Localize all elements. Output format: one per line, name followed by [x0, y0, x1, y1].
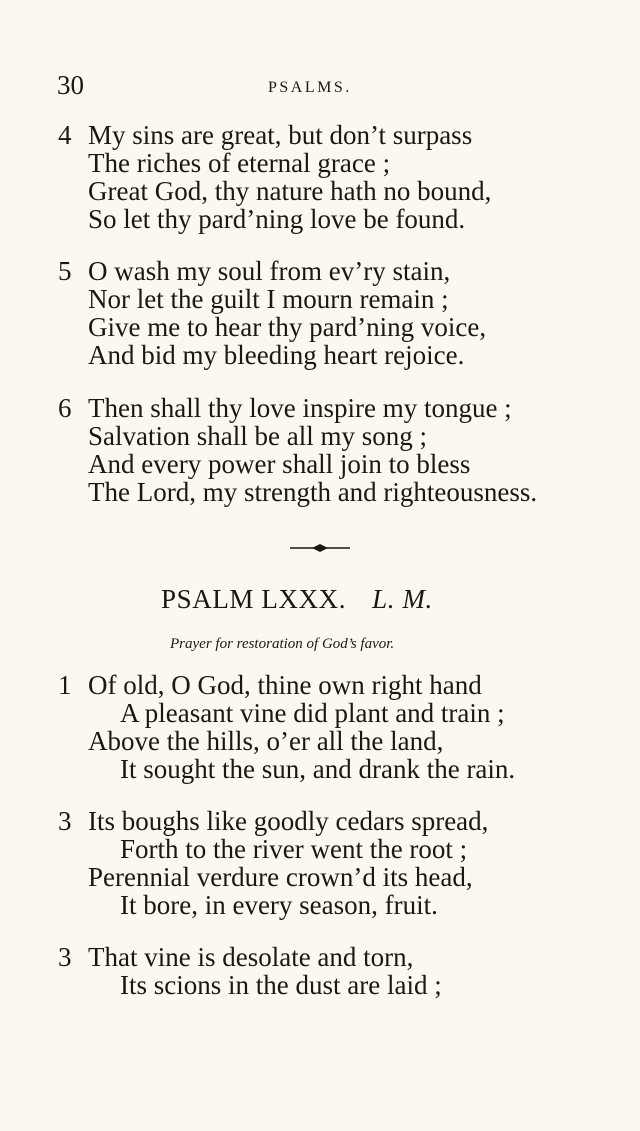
verse-line	[0, 835, 640, 863]
verse-text: Perennial verdure crown’d its head,	[88, 862, 473, 892]
verse-line	[0, 863, 640, 891]
psalm-title	[161, 582, 433, 616]
verse-text: Above the hills, o’er all the land,	[88, 726, 444, 756]
verse-text: Forth to the river went the root ;	[120, 834, 468, 864]
verse-line	[0, 671, 640, 699]
verse-line	[0, 205, 640, 233]
verse-line	[0, 450, 640, 478]
verse-line	[0, 699, 640, 727]
verse-line	[0, 285, 640, 313]
stanza-number: 3	[58, 942, 72, 972]
verse-line	[0, 755, 640, 783]
stanza	[0, 394, 640, 506]
verse-text: Give me to hear thy pard’ning voice,	[88, 312, 487, 342]
verse-text: Of old, O God, thine own right hand	[88, 670, 482, 700]
stanza-number: 6	[58, 393, 72, 423]
verse-line	[0, 422, 640, 450]
verse-text: That vine is desolate and torn,	[88, 942, 414, 972]
verse-text: So let thy pard’ning love be found.	[88, 204, 466, 234]
verse-text: Great God, thy nature hath no bound,	[88, 176, 492, 206]
stanza-number: 5	[58, 256, 72, 286]
verse-text: Salvation shall be all my song ;	[88, 421, 427, 451]
verse-line	[0, 313, 640, 341]
verse-text: The Lord, my strength and righteousness.	[88, 477, 538, 507]
verse-line	[0, 971, 640, 999]
ornament-divider	[290, 541, 350, 555]
verse-line	[0, 341, 640, 369]
verse-line	[0, 943, 640, 971]
verse-text: O wash my soul from ev’ry stain,	[88, 256, 451, 286]
verse-text: My sins are great, but don’t surpass	[88, 120, 473, 150]
verse-text: Then shall thy love inspire my tongue ;	[88, 393, 512, 423]
stanza	[0, 671, 640, 783]
verse-line	[0, 891, 640, 919]
verse-text: Its scions in the dust are laid ;	[120, 970, 442, 1000]
verse-text: It sought the sun, and drank the rain.	[120, 754, 516, 784]
verse-line	[0, 807, 640, 835]
page-number: 30	[57, 70, 84, 100]
verse-text: The riches of eternal grace ;	[88, 148, 391, 178]
verse-line	[0, 149, 640, 177]
verse-line	[0, 257, 640, 285]
verse-line	[0, 478, 640, 506]
verse-text: It bore, in every season, fruit.	[120, 890, 438, 920]
verse-line	[0, 727, 640, 755]
stanza	[0, 807, 640, 919]
verse-line	[0, 121, 640, 149]
verse-text: Nor let the guilt I mourn remain ;	[88, 284, 449, 314]
verse-text: Its boughs like goodly cedars spread,	[88, 806, 489, 836]
stanza	[0, 257, 640, 369]
verse-text: And bid my bleeding heart rejoice.	[88, 340, 465, 370]
stanza-number: 4	[58, 120, 72, 150]
stanza	[0, 943, 640, 999]
verse-line	[0, 394, 640, 422]
psalm-meter: L. M.	[372, 584, 433, 614]
psalm-title-text: PSALM LXXX.	[161, 584, 347, 614]
verse-text: And every power shall join to bless	[88, 449, 471, 479]
running-head: PSALMS.	[268, 79, 352, 96]
verse-line	[0, 177, 640, 205]
stanza	[0, 121, 640, 233]
verse-text: A pleasant vine did plant and train ;	[120, 698, 505, 728]
psalm-subtitle: Prayer for restoration of God’s favor.	[170, 636, 395, 652]
stanza-number: 3	[58, 806, 72, 836]
stanza-number: 1	[58, 670, 72, 700]
